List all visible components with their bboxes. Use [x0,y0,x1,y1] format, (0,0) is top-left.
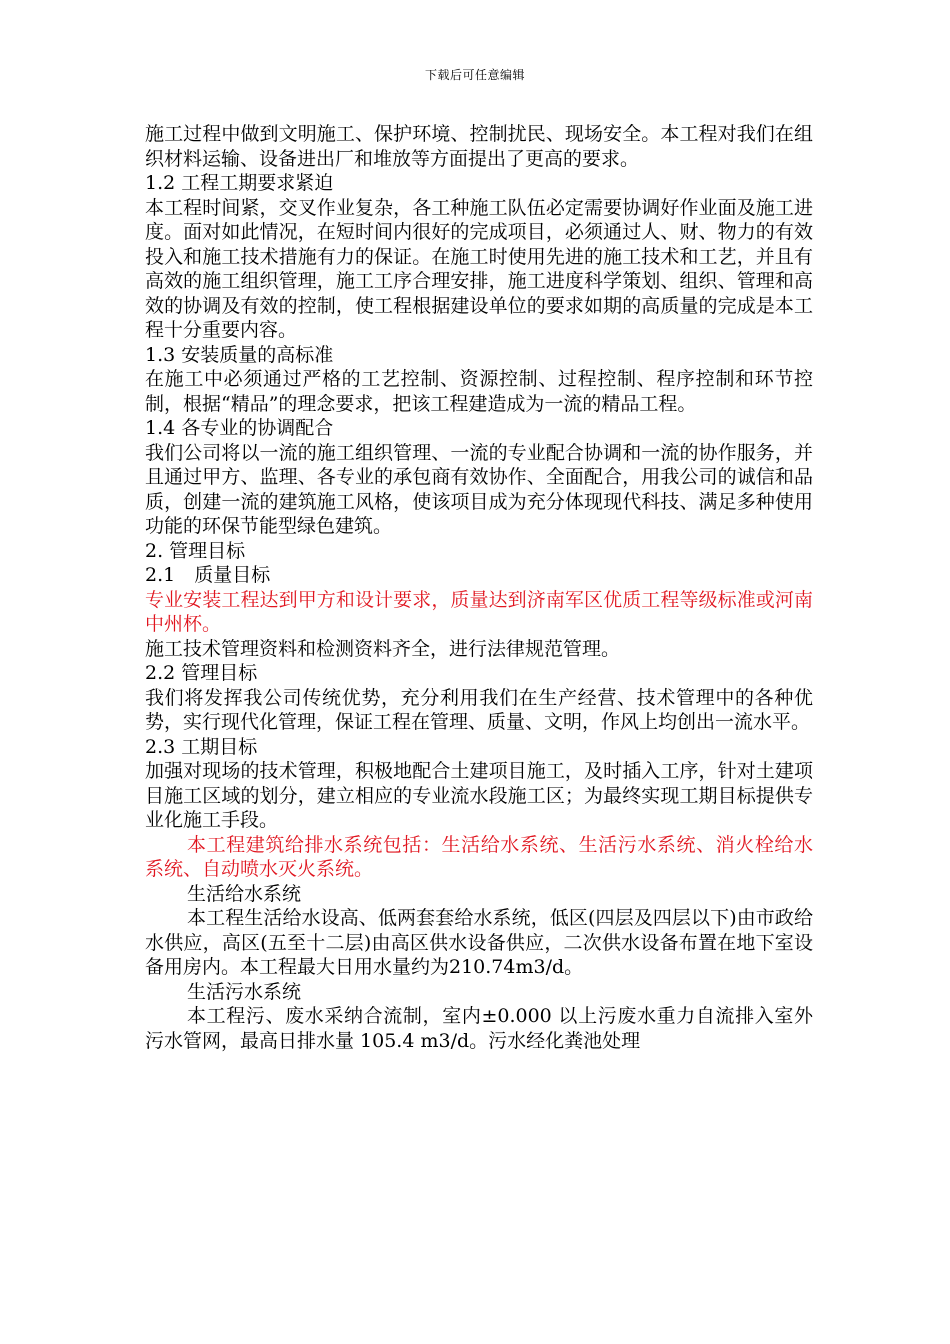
heading-wastewater: 生活污水系统 [187,980,302,1003]
paragraph-water-systems-highlight: 本工程建筑给排水系统包括：生活给水系统、生活污水系统、消火栓给水系统、自动喷水灭火系统。 [145,833,813,880]
heading-2: 2. 管理目标 [145,539,246,562]
heading-2-2: 2.2 管理目标 [145,662,258,684]
heading-1-4: 1.4 各专业的协调配合 [145,417,334,439]
paragraph-wastewater: 本工程污、废水采纳合流制，室内±0.000 以上污废水重力自流排入室外污水管网，最高日排水量 105.4 m3/d。污水经化粪池处理 [145,1005,813,1052]
paragraph-quality-standard: 在施工中必须通过严格的工艺控制、资源控制、过程控制、程序控制和环节控制，根据“精品”的理念要求，把该工程建造成为一流的精品工程。 [145,368,813,415]
paragraph-coordination: 我们公司将以一流的施工组织管理、一流的专业配合协调和一流的协作服务，并且通过甲方、监理、各专业的承包商有效协作、全面配合，用我公司的诚信和品质，创建一流的建筑施工风格，使该项目成为充分体现现代科技、满足多种使用功能的环保节能型绿色建筑。 [145,441,813,537]
paragraph-water-supply: 本工程生活给水设高、低两套套给水系统，低区(四层及四层以下)由市政给水供应，高区(五至十二层)由高区供水设备供应，二次供水设备布置在地下室设备用房内。本工程最大日用水量约为210.74m3/d。 [145,907,813,978]
paragraph-civilized-construction: 施工过程中做到文明施工、保护环境、控制扰民、现场安全。本工程对我们在组织材料运输、设备进出厂和堆放等方面提出了更高的要求。 [145,123,813,170]
heading-2-1: 2.1 质量目标 [145,564,271,586]
paragraph-management-target: 我们将发挥我公司传统优势，充分利用我们在生产经营、技术管理中的各种优势，实行现代化管理，保证工程在管理、质量、文明，作风上均创出一流水平。 [145,686,813,733]
heading-1-2: 1.2 工程工期要求紧迫 [145,172,334,194]
paragraph-quality-target-highlight: 专业安装工程达到甲方和设计要求，质量达到济南军区优质工程等级标准或河南中州杯。 [145,588,813,635]
paragraph-documentation: 施工技术管理资料和检测资料齐全，进行法律规范管理。 [145,637,621,660]
heading-2-3: 2.3 工期目标 [145,735,258,758]
page-header: 下载后可任意编辑 [424,68,525,82]
paragraph-schedule-target: 加强对现场的技术管理，积极地配合土建项目施工，及时插入工序，针对土建项目施工区域的划分，建立相应的专业流水段施工区；为最终实现工期目标提供专业化施工手段。 [145,760,813,831]
heading-water-supply: 生活给水系统 [187,882,302,905]
heading-1-3: 1.3 安装质量的高标准 [145,343,334,366]
document-body [145,122,813,1053]
paragraph-schedule: 本工程时间紧，交叉作业复杂，各工种施工队伍必定需要协调好作业面及施工进度。面对如此情况，在短时间内很好的完成项目，必须通过人、财、物力的有效投入和施工技术措施有力的保证。在施工时使用先进的施工技术和工艺，并且有高效的施工组织管理，施工工序合理安排，施工进度科学策划、组织、管理和高效的协调及有效的控制，使工程根据建设单位的要求如期的高质量的完成是本工程十分重要内容。 [145,196,813,341]
